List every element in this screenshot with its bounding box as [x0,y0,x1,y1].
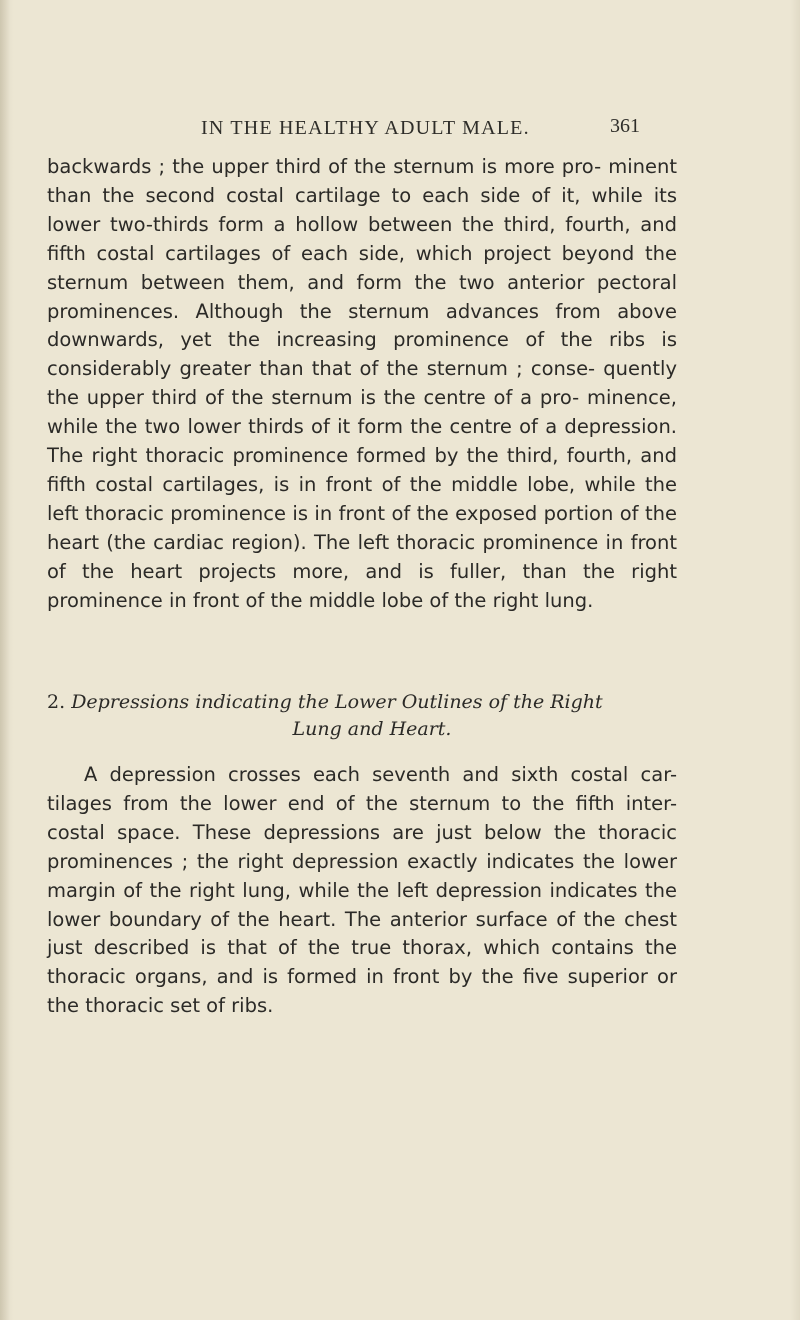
section-heading [47,689,677,743]
page-number: 361 [610,115,640,137]
page-header [0,117,800,151]
page-gutter-shadow [0,0,10,1320]
section-number: 2. [47,691,66,713]
running-head: IN THE HEALTHY ADULT MALE. [201,117,530,139]
section-title-line-2: Lung and Heart. [292,718,452,740]
paragraph-2: A depression crosses each seventh and sixth costal car- tilages from the lower end of the sternum to the fifth inter- costal space. These depressions are just below the thoracic prominences ; the right depression exactly indicates the lower margin of the right lung, while the left depression indicates the lower boundary of the heart. The anterior surface of the chest just described is that of the true thorax, which contains the thoracic organs, and is formed in front by the five superior or the thoracic set of ribs. [47,763,677,1018]
section-title-line-1: Depressions indicating the Lower Outlines of the Right [71,691,603,713]
paragraph-1: backwards ; the upper third of the sternum is more pro- minent than the second costal cartilage to each side of it, while its lower two-thirds form a hollow between the third, fourth, and fifth costal cartilages of each side, which project beyond the sternum between them, and form the two anterior pectoral prominences. Although the sternum advances from above downwards, yet the increasing prominence of the ribs is considerably greater than that of the sternum ; conse- quently the upper third of the sternum is the centre of a pro- minence, while the two lower thirds of it form the centre of a depression. The right thoracic prominence formed by the third, fourth, and fifth costal cartilages, is in front of the middle lobe, while the left thoracic prominence is in front of the exposed portion of the heart (the cardiac region). The left thoracic prominence in front of the heart projects more, and is fuller, than the right prominence in front of the middle lobe of the right lung. [47,155,677,612]
section-heading-line-1 [47,689,677,716]
